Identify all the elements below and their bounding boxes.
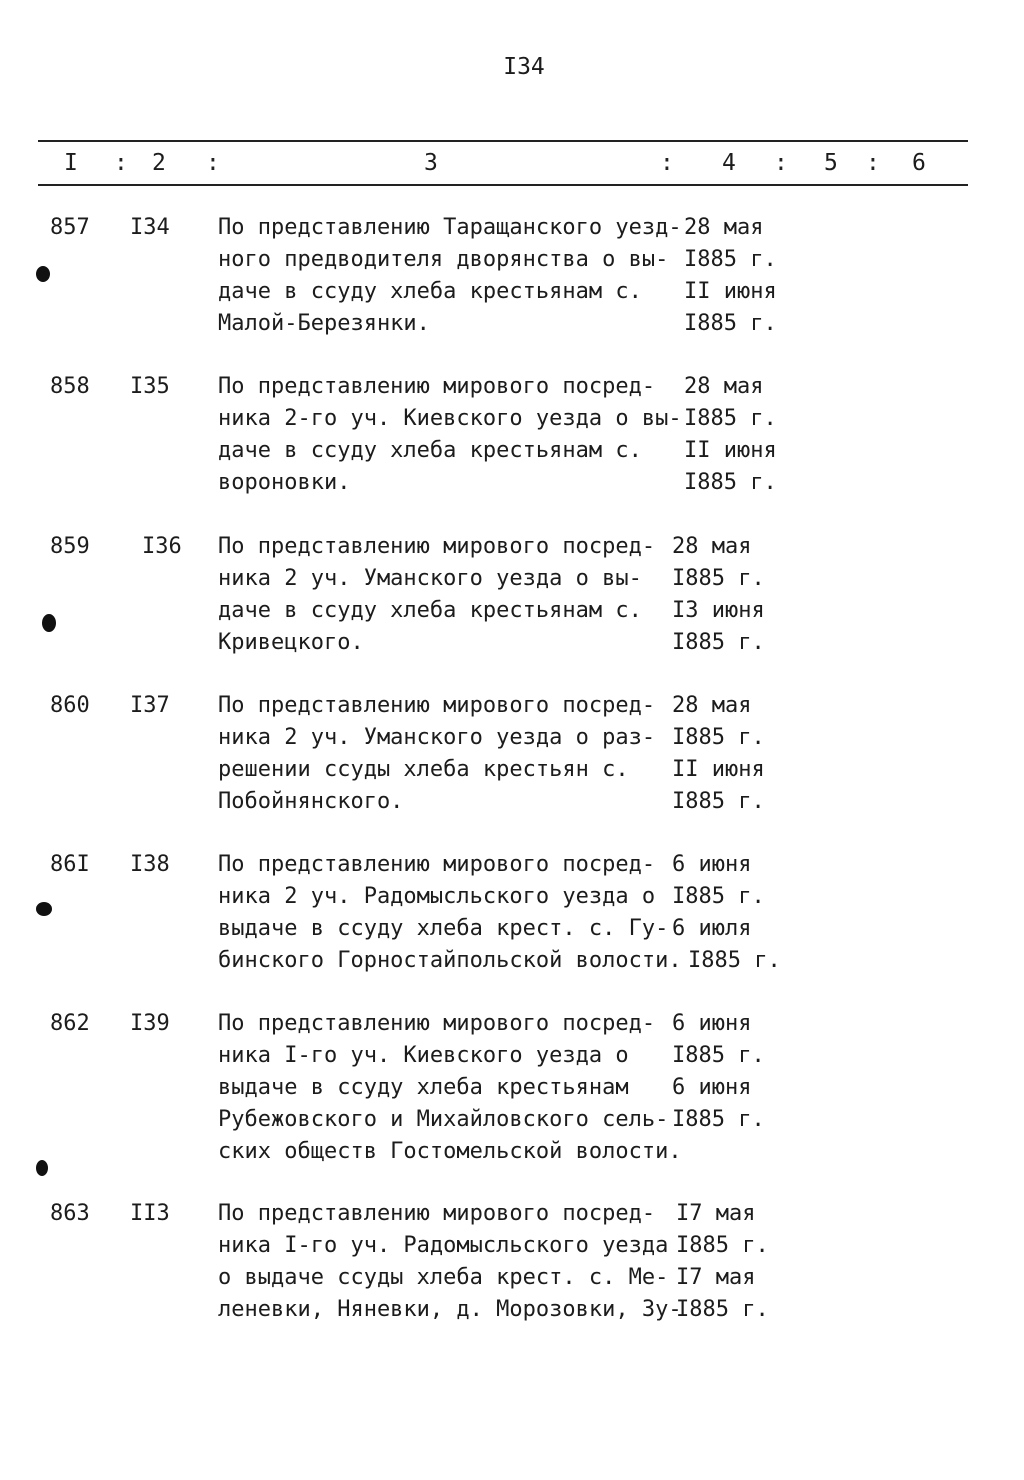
date-line: 28 мая bbox=[672, 534, 752, 559]
description-line: бинского Горностайпольской волости. bbox=[218, 948, 682, 973]
column-header-4: 4 bbox=[722, 150, 736, 176]
description-line: о выдаче ссуды хлеба крест. с. Ме- bbox=[218, 1265, 669, 1290]
description-line: ника 2 уч. Уманского уезда о раз- bbox=[218, 725, 656, 750]
description-line: даче в ссуду хлеба крестьянам с. bbox=[218, 438, 642, 463]
ink-blot bbox=[36, 1160, 48, 1176]
file-number: I35 bbox=[130, 374, 170, 399]
description-line: По представлению мирового посред- bbox=[218, 1201, 656, 1226]
entry-description bbox=[218, 849, 688, 977]
date-line: I885 г. bbox=[672, 725, 765, 750]
entry-description bbox=[218, 690, 688, 818]
entry-description bbox=[218, 371, 688, 499]
description-line: ника 2-го уч. Киевского уезда о вы- bbox=[218, 406, 682, 431]
description-line: По представлению мирового посред- bbox=[218, 534, 656, 559]
date-line: 28 мая bbox=[684, 374, 764, 399]
entry-number: 858 bbox=[50, 374, 90, 399]
entry-description bbox=[218, 531, 688, 659]
date-line: I885 г. bbox=[672, 1043, 765, 1068]
date-line: I3 июня bbox=[672, 598, 765, 623]
ink-blot bbox=[42, 614, 56, 632]
ink-blot bbox=[36, 902, 52, 916]
entry-dates bbox=[672, 1008, 802, 1136]
description-line: ника I-го уч. Киевского уезда о bbox=[218, 1043, 629, 1068]
column-header-2: 2 bbox=[152, 150, 166, 176]
entry-dates bbox=[684, 212, 814, 340]
description-line: леневки, Няневки, д. Морозовки, Зу- bbox=[218, 1297, 682, 1322]
date-line: I885 г. bbox=[672, 630, 765, 655]
description-line: выдаче в ссуду хлеба крестьянам bbox=[218, 1075, 629, 1100]
description-line: ских обществ Гостомельской волости. bbox=[218, 1139, 682, 1164]
description-line: Кривецкого. bbox=[218, 630, 364, 655]
date-line: 28 мая bbox=[672, 693, 752, 718]
description-line: вороновки. bbox=[218, 470, 351, 495]
column-separator: : bbox=[206, 150, 220, 176]
file-number: I37 bbox=[130, 693, 170, 718]
header-top-rule bbox=[38, 140, 968, 142]
description-line: По представлению Таращанского уезд- bbox=[218, 215, 682, 240]
date-line: 28 мая bbox=[684, 215, 764, 240]
date-line: I885 г. bbox=[672, 789, 765, 814]
file-number: II3 bbox=[130, 1201, 170, 1226]
date-line: I885 г. bbox=[672, 1107, 765, 1132]
entry-number: 857 bbox=[50, 215, 90, 240]
description-line: Рубежовского и Михайловского сель- bbox=[218, 1107, 669, 1132]
date-line: I885 г. bbox=[684, 247, 777, 272]
description-line: ника 2 уч. Радомысльского уезда о bbox=[218, 884, 656, 909]
date-line: 6 июня bbox=[672, 1011, 752, 1036]
date-line: II июня bbox=[684, 279, 777, 304]
entry-dates bbox=[672, 849, 802, 977]
date-line: I885 г. bbox=[676, 1297, 769, 1322]
description-line: По представлению мирового посред- bbox=[218, 693, 656, 718]
file-number: I39 bbox=[130, 1011, 170, 1036]
description-line: По представлению мирового посред- bbox=[218, 374, 656, 399]
description-line: Малой-Березянки. bbox=[218, 311, 430, 336]
ink-blot bbox=[36, 266, 50, 282]
column-header-6: 6 bbox=[912, 150, 926, 176]
date-line: I885 г. bbox=[684, 470, 777, 495]
entry-dates bbox=[684, 371, 814, 499]
description-line: ника I-го уч. Радомысльского уезда bbox=[218, 1233, 669, 1258]
description-line: По представлению мирового посред- bbox=[218, 1011, 656, 1036]
description-line: Побойнянского. bbox=[218, 789, 404, 814]
date-line: I885 г. bbox=[676, 1233, 769, 1258]
entry-number: 859 bbox=[50, 534, 90, 559]
date-line: II июня bbox=[684, 438, 777, 463]
description-line: даче в ссуду хлеба крестьянам с. bbox=[218, 598, 642, 623]
date-line: I885 г. bbox=[672, 884, 765, 909]
entry-dates bbox=[672, 690, 802, 818]
entry-number: 860 bbox=[50, 693, 90, 718]
entry-description bbox=[218, 1008, 688, 1168]
column-separator: : bbox=[866, 150, 880, 176]
description-line: решении ссуды хлеба крестьян с. bbox=[218, 757, 629, 782]
file-number: I34 bbox=[130, 215, 170, 240]
file-number: I36 bbox=[142, 534, 182, 559]
file-number: I38 bbox=[130, 852, 170, 877]
date-line: I885 г. bbox=[684, 406, 777, 431]
entry-number: 863 bbox=[50, 1201, 90, 1226]
date-line: I885 г. bbox=[684, 311, 777, 336]
column-separator: : bbox=[774, 150, 788, 176]
entry-number: 86I bbox=[50, 852, 90, 877]
entry-dates bbox=[676, 1198, 806, 1326]
column-header-1: I bbox=[64, 150, 78, 176]
entry-dates bbox=[672, 531, 802, 659]
date-line: I7 мая bbox=[676, 1265, 756, 1290]
page-number: I34 bbox=[503, 54, 545, 80]
description-line: ника 2 уч. Уманского уезда о вы- bbox=[218, 566, 642, 591]
date-line: II июня bbox=[672, 757, 765, 782]
column-header-3: 3 bbox=[424, 150, 438, 176]
column-separator: : bbox=[660, 150, 674, 176]
description-line: выдаче в ссуду хлеба крест. с. Гу- bbox=[218, 916, 669, 941]
entry-description bbox=[218, 1198, 688, 1326]
description-line: ного предводителя дворянства о вы- bbox=[218, 247, 669, 272]
date-line: 6 июня bbox=[672, 852, 752, 877]
description-line: даче в ссуду хлеба крестьянам с. bbox=[218, 279, 642, 304]
description-line: По представлению мирового посред- bbox=[218, 852, 656, 877]
date-line: I7 мая bbox=[676, 1201, 756, 1226]
entry-number: 862 bbox=[50, 1011, 90, 1036]
header-bottom-rule bbox=[38, 184, 968, 186]
date-line: 6 июня bbox=[672, 1075, 752, 1100]
date-line: I885 г. bbox=[688, 948, 781, 973]
date-line: 6 июля bbox=[672, 916, 752, 941]
entry-description bbox=[218, 212, 688, 340]
column-header-5: 5 bbox=[824, 150, 838, 176]
date-line: I885 г. bbox=[672, 566, 765, 591]
column-separator: : bbox=[114, 150, 128, 176]
